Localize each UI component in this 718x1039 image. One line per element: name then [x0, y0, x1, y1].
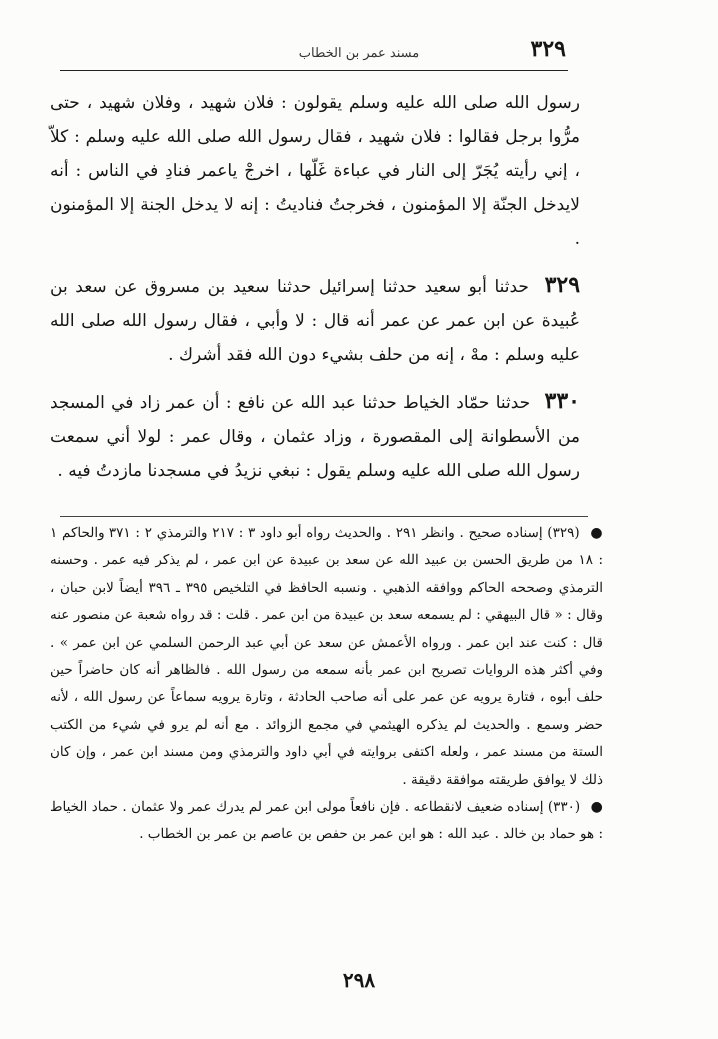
hadith-329 [50, 268, 580, 372]
hadith-number-330: ٣٣٠ [544, 388, 580, 414]
bullet-icon: ● [590, 525, 604, 541]
hadith-continuation: رسول الله صلى الله عليه وسلم يقولون : فلان شهيد ، وفلان شهيد ، حتى مرُّوا برجل فقالوا : فلان شهيد ، فقال رسول الله صلى الله عليه وسلم : كلاّ ، إني رأيته يُجَرّ إلى النار في عباءة غَلّها ، اخرجْ ياعمر فنادِ في الناس : أنه لايدخل الجنّة إلا المؤمنون ، فخرجتُ فناديتُ : إنه لا يدخل الجنة إلا المؤمنون . [50, 93, 580, 249]
footnote-330 [50, 794, 603, 849]
hadith-text-329: حدثنا أبو سعيد حدثنا إسرائيل حدثنا سعيد بن مسروق عن سعد بن عُبيدة عن ابن عمر عن عمر أنه قال : لا وأبي ، فقال رسول الله صلى الله عليه وسلم : مهْ ، إنه من حلف بشيء دون الله فقد أشرك . [50, 277, 580, 365]
footnotes [50, 520, 603, 849]
main-text [50, 86, 580, 500]
footnote-text-330: (٣٣٠) إسناده ضعيف لانقطاعه . فإن نافعاً مولى ابن عمر لم يدرك عمر ولا عثمان . حماد الخياط : هو حماد بن خالد . عبد الله : هو ابن عمر بن حفص بن عاصم بن عمر بن الخطاب . [50, 799, 603, 843]
bullet-icon: ● [590, 799, 603, 816]
running-title: مسند عمر بن الخطاب [298, 46, 420, 61]
page-number-top: ٣٢٩ [530, 36, 566, 62]
footnote-text-329: (٣٢٩) إسناده صحيح . وانظر ٢٩١ . والحديث رواه أبو داود ٣ : ٢١٧ والترمذي ٢ : ٣٧١ والحاكم ١ : ١٨ من طريق الحسن بن عبيد الله عن سعد بن عبيدة عن ابن عمر ، لم يذكر فيه عمر . وحسنه الترمذي وصححه الحاكم ووافقه الذهبي . ونسبه الحافظ في التلخيص ٣٩٥ ـ ٣٩٦ أيضاً لابن حبان ، وقال : « قال البيهقي : لم يسمعه سعد بن عبيدة من ابن عمر . قلت : قد رواه شعبة عن منصور عنه قال : كنت عند ابن عمر . ورواه الأعمش عن سعد عن أبي عبد الرحمن السلمي عن ابن عمر » . وفي أكثر هذه الروايات تصريح ابن عمر بأنه سمعه من رسول الله . فالظاهر أنه كان حاضراً حين حلف أبوه ، فتارة يرويه عن عمر على أنه صاحب الحادثة ، وتارة يرويه سماعاً عن رسول الله ، لأنه حضر وسمع . والحديث لم يذكره الهيثمي في مجمع الزوائد . مع أنه لم يرو في شيء من الكتب الستة من مسند عمر ، ولعله اكتفى بروايته في أبي داود والترمذي ومن مسند ابن عمر ، وإن كان ذلك لا يوافق طريقته موافقة دقيقة . [50, 525, 604, 788]
hadith-330 [50, 384, 580, 488]
footnote-329 [50, 520, 603, 794]
hadith-number-329: ٣٢٩ [544, 272, 581, 298]
footnote-separator [60, 516, 588, 517]
page-number-bottom: ٢٩٨ [342, 968, 376, 992]
hadith-text-330: حدثنا حمّاد الخياط حدثنا عبد الله عن نافع : أن عمر زاد في المسجد من الأسطوانة إلى المقصورة ، وزاد عثمان ، وقال عمر : لولا أني سمعت رسول الله صلى الله عليه وسلم يقول : نبغي نزيدُ في مسجدنا مازدتُ فيه . [50, 393, 580, 481]
